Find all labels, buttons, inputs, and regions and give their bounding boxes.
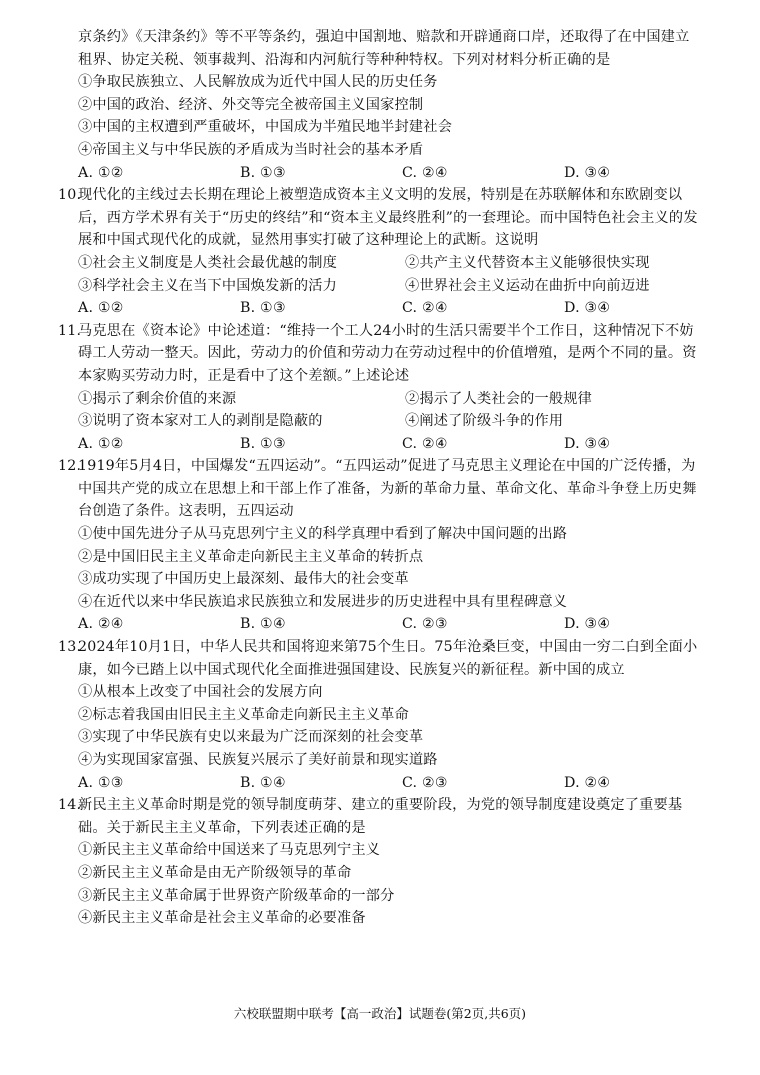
question-10-option-3: ③科学社会主义在当下中国焕发新的活力 xyxy=(78,277,337,294)
question-12-option-3: ③成功实现了中国历史上最深刻、最伟大的社会变革 xyxy=(78,571,409,588)
choice-d: D. ③④ xyxy=(564,616,611,633)
question-9-option-3: ③中国的主权遭到严重破坏，中国成为半殖民地半封建社会 xyxy=(78,119,453,136)
question-14-option-2: ②新民主主义革命是由无产阶级领导的革命 xyxy=(78,864,352,881)
question-11-stem: 马克思在《资本论》中论述道：“维持一个工人24小时的生活只需要半个工作日，这种情况下不妨碍工人劳动一整天。因此，劳动力的价值和劳动力在劳动过程中的价值增殖，是两个不同的量。资本家购买劳动力时，正是看中了这个差额。”上述论述 xyxy=(78,322,697,384)
question-13-option-1: ①从根本上改变了中国社会的发展方向 xyxy=(78,684,323,701)
question-10-stem: 现代化的主线过去长期在理论上被塑造成资本主义文明的发展，特别是在苏联解体和东欧剧变以后，西方学术界有关于“历史的终结”和“资本主义最终胜利”的一套理论。而中国特色社会主义的发展和中国式现代化的成就，显然用事实打破了这种理论上的武断。这说明 xyxy=(78,187,698,249)
question-number: 11. xyxy=(58,322,82,339)
choice-d: D. ③④ xyxy=(564,300,611,317)
choice-b: B. ①④ xyxy=(240,616,286,633)
choice-d: D. ③④ xyxy=(564,164,611,181)
choice-c: C. ②④ xyxy=(402,435,448,452)
question-14-option-1: ①新民主主义革命给中国送来了马克思列宁主义 xyxy=(78,842,381,859)
question-14 xyxy=(0,794,760,930)
question-12-stem: 1919年5月4日，中国爆发“五四运动”。“五四运动”促进了马克思主义理论在中国的广泛传播，为中国共产党的成立在思想上和干部上作了准备，为新的革命力量、革命文化、革命斗争登上历史舞台创造了条件。这表明，五四运动 xyxy=(78,458,697,520)
exam-content xyxy=(0,26,760,930)
choice-d: D. ③④ xyxy=(564,435,611,452)
question-number: 10. xyxy=(58,187,82,204)
question-9-option-1: ①争取民族独立、人民解放成为近代中国人民的历史任务 xyxy=(78,74,438,91)
question-10-option-1: ①社会主义制度是人类社会最优越的制度 xyxy=(78,254,337,271)
question-11-choices xyxy=(0,433,760,456)
choice-d: D. ②④ xyxy=(564,774,611,791)
question-14-option-4: ④新民主主义革命是社会主义革命的必要准备 xyxy=(78,910,366,927)
question-11-option-2: ②揭示了人类社会的一般规律 xyxy=(405,390,593,407)
question-12-option-1: ①使中国先进分子从马克思列宁主义的科学真理中看到了解决中国问题的出路 xyxy=(78,526,568,543)
question-13-choices xyxy=(0,772,760,795)
question-10-choices xyxy=(0,297,760,320)
question-9-stem: 京条约》《天津条约》等不平等条约，强迫中国割地、赔款和开辟通商口岸，还取得了在中国建立租界、协定关税、领事裁判、沿海和内河航行等种种特权。下列对材料分析正确的是 xyxy=(78,29,690,68)
choice-b: B. ①③ xyxy=(240,164,286,181)
question-13-option-4: ④为实现国家富强、民族复兴展示了美好前景和现实道路 xyxy=(78,752,438,768)
question-10-option-2: ②共产主义代替资本主义能够很快实现 xyxy=(405,254,650,271)
question-12 xyxy=(0,455,760,636)
choice-a: A. ①② xyxy=(78,164,124,181)
question-11-option-1: ①揭示了剩余价值的来源 xyxy=(78,390,237,407)
question-14-option-3: ③新民主主义革命属于世界资产阶级革命的一部分 xyxy=(78,887,395,904)
question-number: 13. xyxy=(58,639,82,656)
question-number: 12. xyxy=(58,458,82,475)
page-footer: 六校联盟期中联考【高一政治】试题卷(第2页,共6页) xyxy=(233,1006,527,1021)
question-10 xyxy=(0,184,760,320)
choice-a: A. ②④ xyxy=(78,616,124,633)
question-11-option-3: ③说明了资本家对工人的剥削是隐蔽的 xyxy=(78,413,323,430)
choice-c: C. ②③ xyxy=(402,616,448,633)
question-13-option-2: ②标志着我国由旧民主主义革命走向新民主主义革命 xyxy=(78,706,409,723)
question-number: 14. xyxy=(58,797,82,814)
choice-b: B. ①③ xyxy=(240,300,286,317)
choice-b: B. ①④ xyxy=(240,774,286,791)
question-12-choices xyxy=(0,613,760,636)
choice-c: C. ②④ xyxy=(402,164,448,181)
question-13 xyxy=(0,636,760,794)
choice-a: A. ①② xyxy=(78,435,124,452)
question-9-choices xyxy=(0,162,760,185)
question-13-stem: 2024年10月1日，中华人民共和国将迎来第75个生日。75年沧桑巨变，中国由一穷二白到全面小康，如今已踏上以中国式现代化全面推进强国建设、民族复兴的新征程。新中国的成立 xyxy=(78,639,698,678)
choice-b: B. ①③ xyxy=(240,435,286,452)
question-11 xyxy=(0,320,760,456)
question-13-option-3: ③实现了中华民族有史以来最为广泛而深刻的社会变革 xyxy=(78,729,424,746)
question-9-option-4: ④帝国主义与中华民族的矛盾成为当时社会的基本矛盾 xyxy=(78,141,424,158)
question-14-stem: 新民主主义革命时期是党的领导制度萌芽、建立的重要阶段，为党的领导制度建设奠定了重要基础。关于新民主主义革命，下列表述正确的是 xyxy=(78,797,683,836)
choice-c: C. ②③ xyxy=(402,774,448,791)
question-9 xyxy=(0,26,760,184)
choice-c: C. ②④ xyxy=(402,300,448,317)
question-11-option-4: ④阐述了阶级斗争的作用 xyxy=(405,413,564,430)
choice-a: A. ①② xyxy=(78,300,124,317)
question-12-option-4: ④在近代以来中华民族追求民族独立和发展进步的历史进程中具有里程碑意义 xyxy=(78,593,568,610)
choice-a: A. ①③ xyxy=(78,774,124,791)
question-9-option-2: ②中国的政治、经济、外交等完全被帝国主义国家控制 xyxy=(78,96,424,113)
question-10-option-4: ④世界社会主义运动在曲折中向前迈进 xyxy=(405,277,650,294)
question-12-option-2: ②是中国旧民主主义革命走向新民主主义革命的转折点 xyxy=(78,548,424,565)
